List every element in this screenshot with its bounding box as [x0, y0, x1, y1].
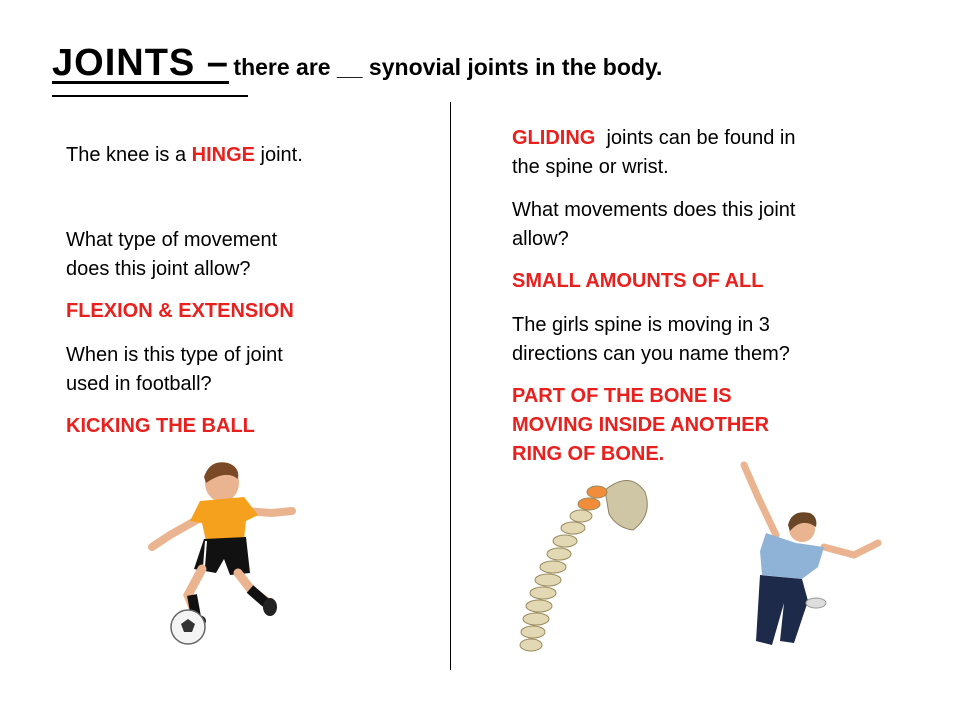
column-divider [450, 102, 451, 670]
right-answer-2-line1: PART OF THE BONE IS [512, 385, 732, 407]
right-answer-1: SMALL AMOUNTS OF ALL [512, 270, 764, 292]
right-question-1 [512, 196, 795, 254]
right-answer-2-line2: MOVING INSIDE ANOTHER [512, 414, 770, 436]
title-sub: there are __ synovial joints in the body. [233, 54, 663, 80]
left-answer-1: FLEXION & EXTENSION [66, 300, 294, 322]
left-question-1 [66, 226, 277, 284]
left-intro [66, 141, 303, 170]
left-question-1-line1: What type of movement [66, 229, 278, 251]
right-answer-2-line3: RING OF BONE. [512, 443, 665, 465]
right-answer-2 [512, 382, 769, 469]
left-intro-after: joint. [254, 144, 303, 166]
left-intro-highlight: HINGE [191, 144, 255, 166]
title-main: JOINTS – [52, 42, 229, 84]
right-question-2 [512, 311, 790, 369]
footballer-image [140, 455, 310, 645]
left-question-2-line2: used in football? [66, 373, 212, 395]
left-question-2 [66, 341, 283, 399]
right-question-2-line2: directions can you name them? [512, 343, 790, 365]
right-question-2-line1: The girls spine is moving in 3 [512, 314, 770, 336]
left-intro-before: The knee is a [66, 144, 192, 166]
left-question-1-line2: does this joint allow? [66, 258, 251, 280]
spine-image [505, 470, 665, 670]
right-intro-line1: joints can be found in [595, 127, 796, 149]
left-answer-2: KICKING THE BALL [66, 415, 255, 437]
jumping-girl-image [732, 455, 892, 655]
right-intro-highlight: GLIDING [512, 127, 596, 149]
slide-title [52, 42, 662, 85]
title-underline [52, 95, 248, 97]
right-intro [512, 124, 795, 182]
right-question-1-line2: allow? [512, 228, 569, 250]
right-intro-line2: the spine or wrist. [512, 156, 669, 178]
right-question-1-line1: What movements does this joint [512, 199, 796, 221]
left-question-2-line1: When is this type of joint [66, 344, 283, 366]
